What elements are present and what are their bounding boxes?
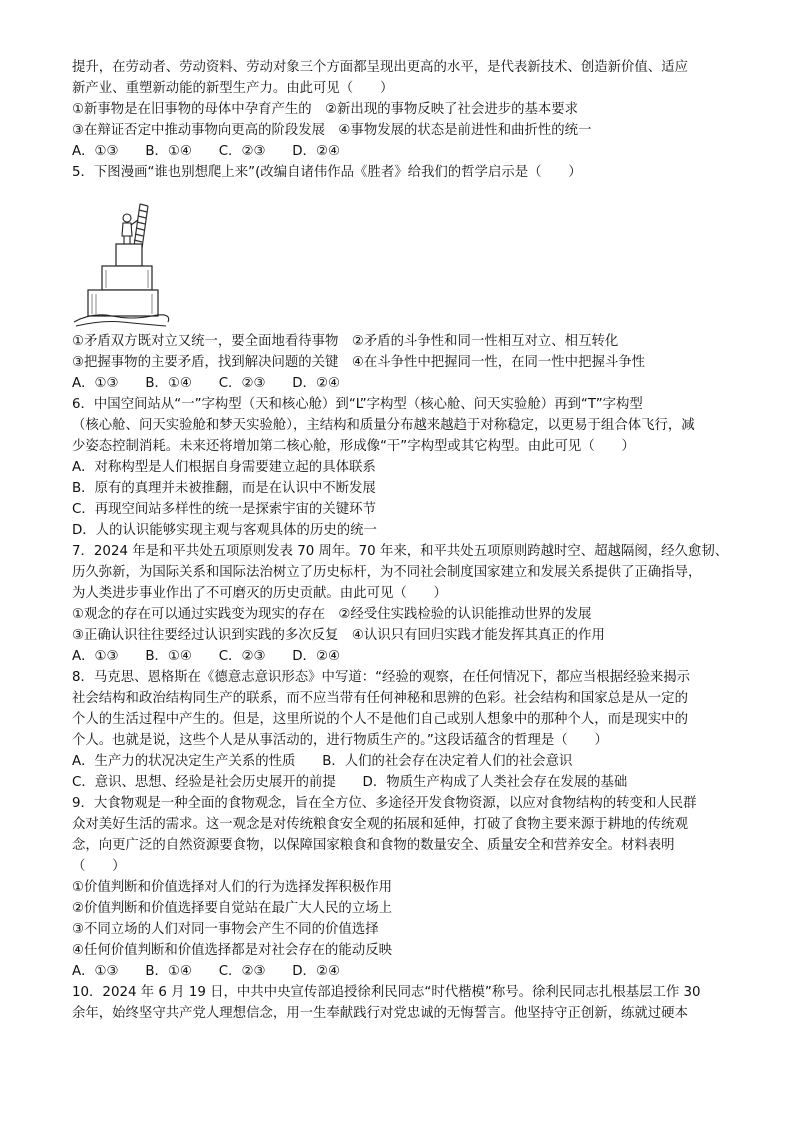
q6-option-d: D．人的认识能够实现主观与客观具体的历史的统一 (72, 523, 377, 538)
q6-stem-line-3: 少姿态控制消耗。未来还将增加第二核心舱，形成像“干”字构型或其它构型。由此可见（ ） (72, 439, 635, 454)
q8-stem-line-2: 社会结构和政治结构同生产的联系，而不应当带有任何神秘和思辨的色彩。社会结构和国家总是从一定的 (72, 691, 688, 706)
q6-option-c: C．再现空间站多样性的统一是探索宇宙的关键环节 (72, 502, 376, 517)
q5-option-row-1: ①矛盾双方既对立又统一，要全面地看待事物 ②矛盾的斗争性和同一性相互对立、相互转化 (72, 334, 619, 349)
q8-options-cd: C．意识、思想、经验是社会历史展开的前提 D．物质生产构成了人类社会存在发展的基础 (72, 775, 628, 790)
q5-stem: 5．下图漫画“谁也别想爬上来”(改编自诸伟作品《胜者》给我们的哲学启示是（ ） (72, 165, 582, 180)
figure-drawing (122, 214, 138, 244)
q9-choices: A．①③ B．①④ C．②③ D．②④ (72, 964, 340, 979)
q6-stem-line-2: （核心舱、问天实验舱和梦天实验舱），主结构和质量分布越来越趋于对称稳定，以更易于组合体飞行，减 (72, 418, 695, 433)
q7-choices: A．①③ B．①④ C．②③ D．②④ (72, 649, 340, 664)
q9-option-4: ④任何价值判断和价值选择都是对社会存在的能动反映 (72, 943, 392, 958)
podium-drawing (88, 244, 158, 316)
q10-stem-line-1: 10．2024 年 6 月 19 日，中共中央宣传部追授徐利民同志“时代楷模”称号。徐利民同志扎根基层工作 30 (72, 985, 701, 1000)
q9-stem-line-1: 9．大食物观是一种全面的食物观念，旨在全方位、多途径开发食物资源，以应对食物结构的转变和人民群 (72, 796, 697, 811)
q6-option-a: A．对称构型是人们根据自身需要建立起的具体联系 (72, 460, 376, 475)
q10-stem-line-2: 余年，始终坚守共产党人理想信念，用一生奉献践行对党忠诚的无悔誓言。他坚持守正创新，练就过硬本 (72, 1006, 688, 1021)
q7-option-row-2: ③正确认识往往要经过认识到实践的多次反复 ④认识只有回归实践才能发挥其真正的作用 (72, 628, 605, 643)
q4-option-row-1: ①新事物是在旧事物的母体中孕育产生的 ②新出现的事物反映了社会进步的基本要求 (72, 102, 579, 117)
q4-text-line-1: 提升，在劳动者、劳动资料、劳动对象三个方面都呈现出更高的水平，是代表新技术、创造新价值、适应 (72, 60, 688, 75)
q9-option-1: ①价值判断和价值选择对人们的行为选择发挥积极作用 (72, 880, 392, 895)
q8-stem-line-4: 个人。也就是说，这些个人是从事活动的，进行物质生产的。”这段话蕴含的哲理是（ ） (72, 733, 608, 748)
q4-choices: A．①③ B．①④ C．②③ D．②④ (72, 144, 340, 159)
q6-stem-line-1: 6．中国空间站从“一”字构型（天和核心舱）到“L”字构型（核心舱、问天实验舱）再到“T”字构型 (72, 397, 643, 412)
q9-stem-line-2: 众对美好生活的需求。这一观念是对传统粮食安全观的拓展和延伸，打破了食物主要来源于耕地的传统观 (72, 817, 688, 832)
q5-option-row-2: ③把握事物的主要矛盾，找到解决问题的关键 ④在斗争性中把握同一性，在同一性中把握斗争性 (72, 355, 646, 370)
q7-stem-line-1: 7．2024 年是和平共处五项原则发表 70 周年。70 年来，和平共处五项原则跨越时空、超越隔阂，经久愈韧、 (72, 544, 729, 559)
q9-option-2: ②价值判断和价值选择要自觉站在最广大人民的立场上 (72, 901, 392, 916)
q6-option-b: B．原有的真理并未被推翻，而是在认识中不断发展 (72, 481, 376, 496)
q7-stem-line-2: 历久弥新，为国际关系和国际法治树立了历史标杆，为不同社会制度国家建立和发展关系提供了正确指导， (72, 565, 702, 580)
q5-choices: A．①③ B．①④ C．②③ D．②④ (72, 376, 340, 391)
q9-stem-line-3: 念，向更广泛的自然资源要食物，以保障国家粮食和食物的数量安全、质量安全和营养安全。材料表明 (72, 838, 675, 853)
q4-option-row-2: ③在辩证否定中推动事物向更高的阶段发展 ④事物发展的状态是前进性和曲折性的统一 (72, 123, 592, 138)
q9-option-3: ③不同立场的人们对同一事物会产生不同的价值选择 (72, 922, 379, 937)
q8-options-ab: A．生产力的状况决定生产关系的性质 B．人们的社会存在决定着人们的社会意识 (72, 754, 573, 769)
q9-stem-line-4: （ ） (72, 859, 126, 874)
q7-stem-line-3: 为人类进步事业作出了不可磨灭的历史贡献。由此可见（ ） (72, 586, 447, 601)
q7-option-row-1: ①观念的存在可以通过实践变为现实的存在 ②经受住实践检验的认识能推动世界的发展 (72, 607, 592, 622)
ladder-drawing (134, 204, 148, 248)
q8-stem-line-3: 个人的生活过程中产生的。但是，这里所说的个人不是他们自己或别人想象中的那种个人，而是现实中的 (72, 712, 688, 727)
q8-stem-line-1: 8．马克思、恩格斯在《德意志意识形态》中写道：“经验的观察，在任何情况下，都应当根据经验来揭示 (72, 670, 691, 685)
q4-text-line-2: 新产业、重塑新动能的新型生产力。由此可见（ ） (72, 81, 394, 96)
cartoon-podium-image (72, 198, 170, 328)
